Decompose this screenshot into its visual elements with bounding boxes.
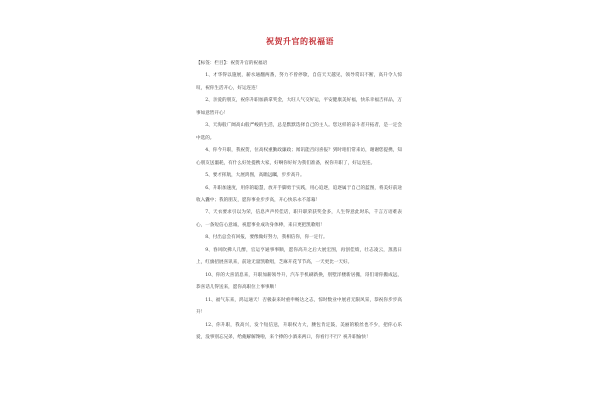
paragraph: 9、春风吹拂人几醉，官运亨通事事顺，愿你高升之后大展宏图，再创佳绩，壮志凌云，蒸蒸日上，红旗招展喜讯来，前途无量凯歌唱，芝麻开花节节高，一天更比一天好。 (196, 247, 402, 266)
paragraph: 6、升职加速度，用你的聪慧，放开手脚勇于实践，用心追逐，追逐属于自己的蓝图，将美好前途收入囊中；我的朋友，愿你事业步步高，开心快乐永不落幕！ (196, 185, 402, 203)
paragraph: 12、你升职，我高兴，发个短信送，升职权力大，腰包肯定鼓，美丽的粮丝也不少，把你心乐爱，没事别忘兄弟，给俺解解馋啦，来个捧的小酒来两口，你看行不行？祝升职愉快！ (196, 322, 402, 340)
tag-line: 【标签：栏目】：祝贺升官的祝福语 (196, 61, 268, 66)
paragraph: 1、才华得以施展，薪水通翻两番，努力不曾停歇，自信天天越见，领导赏识不断，高升令人惊叹，祝你生活开心，好运连连！ (196, 73, 402, 91)
paragraph: 4、你今升职，我祝贺，位高权重勤政廉政；闻讯能否问喜报？到时咱们常来访，谢谢您提携，知心朋友送噩耗，有什么好处提携大家，好啊你好好为我们准备，祝你升职了，好运连连。 (196, 148, 402, 166)
paragraph: 10、你的大喜消息来，升职加薪领导升，汽车手机刷新换，别墅洋楼新居搬，哥们请你搬成远，恭喜话儿得送来，愿你高职位上事事顺！ (196, 272, 402, 291)
paragraph: 3、天海般广阔高山般严峻的生活，总是默默选择自己的主人。您这样的奋斗者开拓者，是一定会中选的。 (196, 123, 402, 141)
paragraph: 8、付出总会有回报，要像做好努力，我相信你，你一定行。 (205, 235, 328, 241)
paragraph: 2、亲爱的朋友，祝你升职加薪拿奖金，大旺人气交好运，平安健康美好福，快乐幸福吉祥品，万事如意皆开心！ (196, 98, 402, 116)
paragraph: 11、福气东来，鸿运通天！否极泰来时重申畅达之志，惊时数业中展君无限风采，恭祝你步步高升！ (196, 297, 402, 316)
paragraph: 5、要才挥航，大展鸿图，高瞻远瞩，步步高升。 (205, 173, 305, 179)
document-body (196, 58, 402, 344)
document-title: 祝贺升官的祝福语 (266, 36, 334, 46)
paragraph: 7、天衣要求引以为荣，信息声声传佳话，职升职荣获奖金多，人生得意此时乐，千言万语难表心，一条短信心意诚，祝愿事业成功身体棒，来日更把凯歌唱！ (196, 210, 402, 228)
